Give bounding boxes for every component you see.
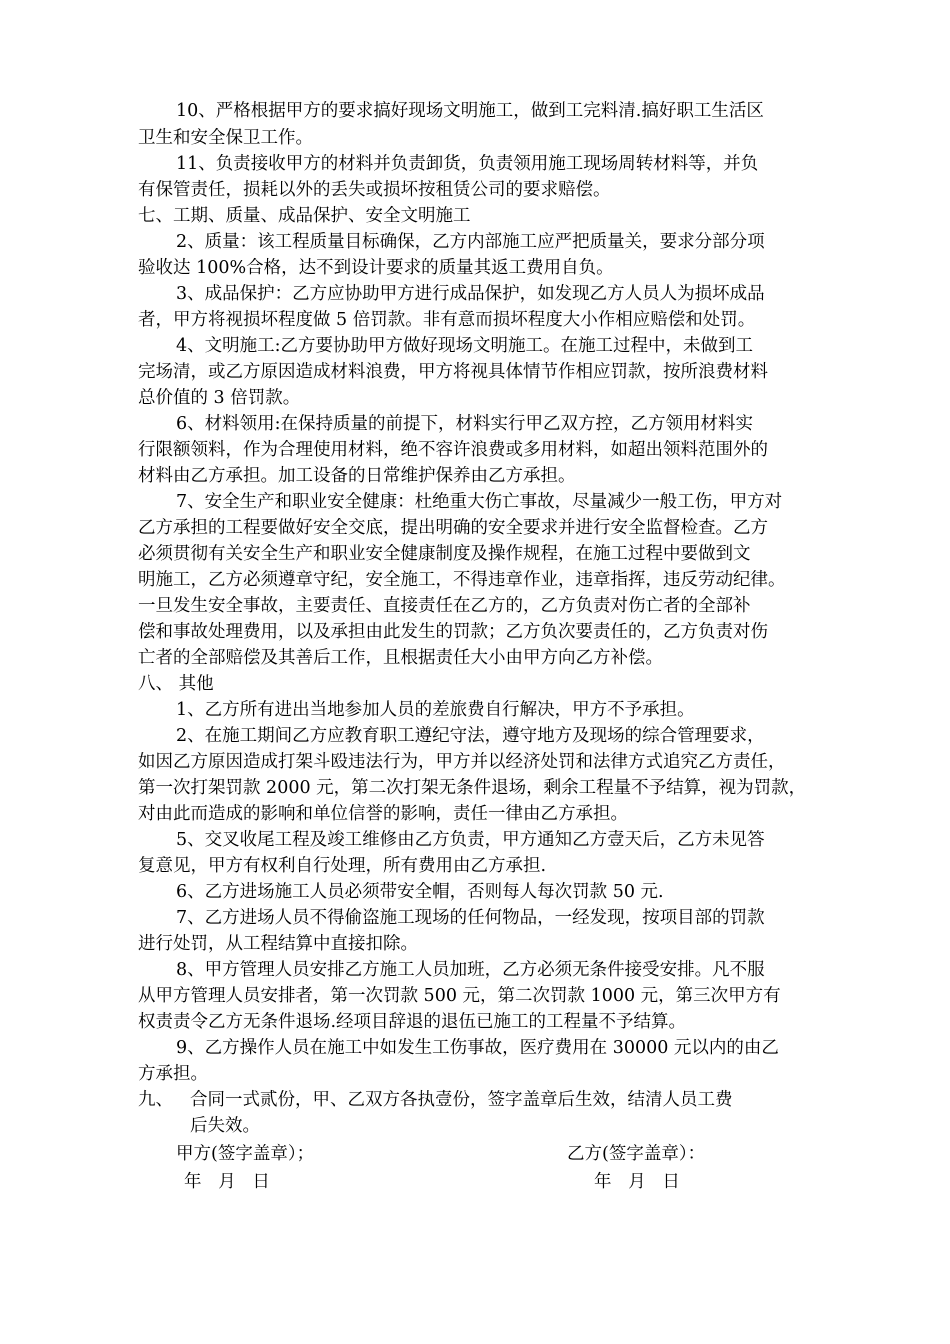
text-run: 9、乙方操作人员在施工中如发生工伤事故，医疗费用在 30000 元以内的由乙 — [176, 1038, 779, 1058]
text-run: 七、工期、质量、成品保护、安全文明施工 — [138, 206, 471, 226]
text-run: 3、成品保护：乙方应协助甲方进行成品保护，如发现乙方人员人为损坏成品 — [176, 284, 765, 304]
text-run: 第一次打架罚款 2000 元，第二次打架无条件退场，剩余工程量不予结算，视为罚款， — [138, 778, 807, 798]
party-a-signature-label: 甲方(签字盖章）； — [176, 1144, 315, 1164]
text-run: 7、安全生产和职业安全健康：杜绝重大伤亡事故，尽量减少一般工伤，甲方对 — [176, 492, 783, 512]
text-run: 6、乙方进场施工人员必须带安全帽，否则每人每次罚款 50 元. — [176, 882, 664, 902]
text-run: 7、乙方进场人员不得偷盗施工现场的任何物品，一经发现，按项目部的罚款 — [176, 908, 765, 928]
text-run: 明施工，乙方必须遵章守纪，安全施工，不得违章作业，违章指挥，违反劳动纪律。 — [138, 570, 786, 590]
party-b-date: 年 月 日 — [594, 1172, 680, 1192]
text-run: 亡者的全部赔偿及其善后工作，且根据责任大小由甲方向乙方补偿。 — [138, 648, 663, 668]
text-run: 后失效。 — [190, 1116, 260, 1136]
text-run: 进行处罚，从工程结算中直接扣除。 — [138, 934, 418, 954]
party-a-date: 年 月 日 — [184, 1172, 270, 1192]
text-run: 九、 — [138, 1090, 173, 1110]
party-b-signature-label: 乙方(签字盖章）： — [567, 1144, 706, 1164]
text-run: 11、负责接收甲方的材料并负责卸货，负责领用施工现场周转材料等，并负 — [176, 154, 759, 174]
date-row — [0, 1167, 950, 1197]
text-run: 验收达 100%合格，达不到设计要求的质量其返工费用自负。 — [138, 258, 614, 278]
text-run: 5、交叉收尾工程及竣工维修由乙方负责，甲方通知乙方壹天后，乙方未见答 — [176, 830, 765, 850]
text-run: 权责责令乙方无条件退场.经项目辞退的退伍已施工的工程量不予结算。 — [138, 1012, 687, 1032]
text-run: 4、文明施工:乙方要协助甲方做好现场文明施工。在施工过程中，未做到工 — [176, 336, 754, 356]
text-run: 一旦发生安全事故，主要责任、直接责任在乙方的，乙方负责对伤亡者的全部补 — [138, 596, 751, 616]
text-run: 2、质量：该工程质量目标确保，乙方内部施工应严把质量关，要求分部分项 — [176, 232, 765, 252]
text-run: 有保管责任，损耗以外的丢失或损坏按租赁公司的要求赔偿。 — [138, 180, 611, 200]
text-line — [0, 1111, 950, 1141]
text-run: 者，甲方将视损坏程度做 5 倍罚款。非有意而损坏程度大小作相应赔偿和处罚。 — [138, 310, 756, 330]
text-run: 复意见，甲方有权利自行处理，所有费用由乙方承担. — [138, 856, 547, 876]
text-run: 对由此而造成的影响和单位信誉的影响，责任一律由乙方承担。 — [138, 804, 628, 824]
text-run: 偿和事故处理费用，以及承担由此发生的罚款；乙方负次要责任的，乙方负责对伤 — [138, 622, 768, 642]
text-run: 方承担。 — [138, 1064, 208, 1084]
text-run: 行限额领料，作为合理使用材料，绝不容许浪费或多用材料，如超出领料范围外的 — [138, 440, 768, 460]
signature-row — [0, 1139, 950, 1169]
text-run: 从甲方管理人员安排者，第一次罚款 500 元，第二次罚款 1000 元，第三次甲方有 — [138, 986, 781, 1006]
text-run: 完场清，或乙方原因造成材料浪费，甲方将视具体情节作相应罚款，按所浪费材料 — [138, 362, 768, 382]
text-line — [0, 96, 950, 126]
text-run: 卫生和安全保卫工作。 — [138, 128, 313, 148]
text-run: 2、在施工期间乙方应教育职工遵纪守法，遵守地方及现场的综合管理要求， — [176, 726, 765, 746]
text-run: 八、 其他 — [138, 674, 214, 694]
text-run: 如因乙方原因造成打架斗殴违法行为，甲方并以经济处罚和法律方式追究乙方责任， — [138, 752, 786, 772]
text-run: 6、材料领用:在保持质量的前提下，材料实行甲乙双方控，乙方领用材料实 — [176, 414, 754, 434]
text-run: 10、严格根据甲方的要求搞好现场文明施工，做到工完料清.搞好职工生活区 — [176, 101, 764, 121]
text-run: 总价值的 3 倍罚款。 — [138, 388, 301, 408]
text-run: 合同一式贰份，甲、乙双方各执壹份，签字盖章后生效，结清人员工费 — [190, 1090, 733, 1110]
text-run: 材料由乙方承担。加工设备的日常维护保养由乙方承担。 — [138, 466, 576, 486]
text-run: 1、乙方所有进出当地参加人员的差旅费自行解决，甲方不予承担。 — [176, 700, 695, 720]
text-run: 8、甲方管理人员安排乙方施工人员加班，乙方必须无条件接受安排。凡不服 — [176, 960, 765, 980]
text-run: 乙方承担的工程要做好安全交底，提出明确的安全要求并进行安全监督检查。乙方 — [138, 518, 768, 538]
text-run: 必须贯彻有关安全生产和职业安全健康制度及操作规程，在施工过程中要做到文 — [138, 544, 751, 564]
